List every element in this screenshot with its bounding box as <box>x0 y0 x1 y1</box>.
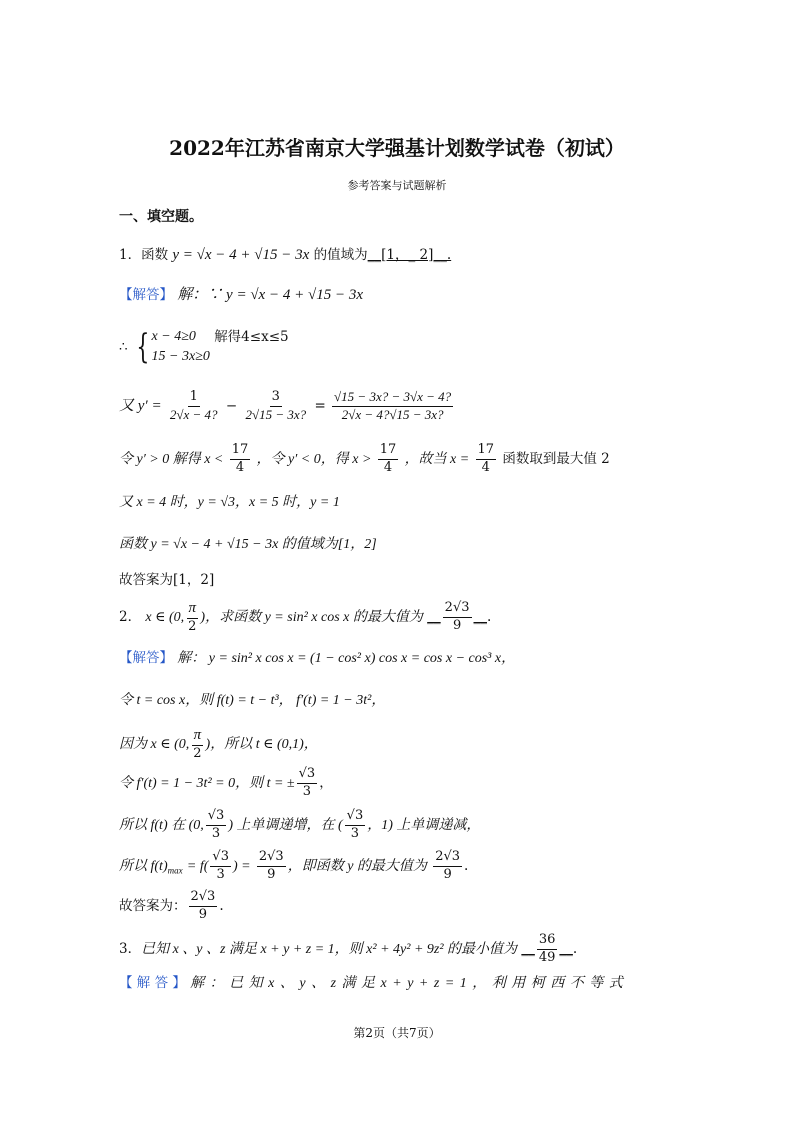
q3-answer: $\frac{36}{49}$ <box>538 932 556 965</box>
q2-line: 2． x ∈ (0, $\frac{\pi}{2}$ )，求函数 y = sin² x cos x 的最大值为 __ $\frac{2√3}{9}$ __. <box>119 600 492 635</box>
fraction: $\frac{1}{2√x - 4?}$ <box>169 389 218 422</box>
q2-answer: $\frac{2√3}{9}$ <box>444 600 470 634</box>
q3-solution-tag: 【 解 答 】 <box>119 975 186 991</box>
text: 令 y′ > 0 解得 x < <box>119 451 224 467</box>
q1-sol-line1 <box>119 287 363 304</box>
text: 解 ： 已 知 x 、 y 、 z 满 足 x + y + z = 1 ， 利 用 柯 西 不 等 式 <box>190 976 624 991</box>
fraction: $\frac{2√3}{9}$ <box>435 849 461 882</box>
q2-line6: 所以 $f(t)_{max} = f$( $\frac{√3}{3}$ ) = $\frac{2√3}{9}$ ，即函数 y 的最大值为 $\frac{2√3}{9}$ . <box>119 849 469 882</box>
q1-number: 1． <box>119 247 142 263</box>
q1-text-a: 函数 <box>141 247 169 263</box>
text: )，所以 t ∈ (0,1)， <box>205 737 318 753</box>
fraction: $\frac{17}{4}$ <box>477 442 495 475</box>
fraction: $\frac{17}{4}$ <box>379 442 397 475</box>
q1-monotonic-line <box>119 443 610 476</box>
system-row: 15 − 3x≥0 <box>151 349 210 365</box>
system-result: 解得4≤x≤5 <box>214 328 289 345</box>
q2-sol-line1 <box>119 651 515 666</box>
text: ) = <box>232 858 251 874</box>
q2-number: 2． <box>119 609 142 626</box>
fraction: $\frac{\pi}{2}$ <box>188 600 197 635</box>
text: ，令 y′ < 0，得 x > <box>256 451 372 467</box>
inequality-system <box>132 327 210 368</box>
q1-derivative-line: 又 y′ = $\frac{1}{2√x - 4?}$ − $\frac{3}{2√15 - 3x?}$ = $\frac{√15 - 3x? - 3√x - 4?}{2√x - 4?√15 - 3x?}$ <box>119 389 452 422</box>
text: 故答案为： <box>119 897 187 914</box>
q2-line3 <box>119 727 318 762</box>
fraction: $\frac{√3}{3}$ <box>298 766 316 799</box>
fraction: $\frac{2√3}{9}$ <box>258 849 284 882</box>
text: ，1) 上单调递减， <box>367 817 481 833</box>
text: 因为 x ∈ (0, <box>119 737 190 753</box>
q1-line6: 函数 y = √x − 4 + √15 − 3x 的值域为[1，2] <box>119 537 377 552</box>
page-title: 2022年江苏省南京大学强基计划数学试卷（初试） <box>169 136 625 160</box>
q1-answer-line: 故答案为[1，2] <box>119 572 215 588</box>
fraction: $\frac{3}{2√15 - 3x?}$ <box>245 389 307 422</box>
text: ，故当 x = <box>404 451 470 467</box>
q2-line5 <box>119 809 480 842</box>
q1-solution-tag: 【解答】 <box>119 287 173 303</box>
deriv-prefix: 又 y′ = <box>119 397 162 414</box>
q3-line: 3．已知 x 、y 、z 满足 x + y + z = 1，则 x² + 4y² + 9z² 的最小值为 __ $\frac{36}{49}$ __. <box>119 932 578 965</box>
fraction: $\frac{√3}{3}$ <box>346 808 364 841</box>
q1-sol-text: 解：∵ y = √x − 4 + √15 − 3x <box>177 287 363 303</box>
text: 函数取到最大值 2 <box>502 450 610 467</box>
q2-line4: 令 f′(t) = 1 − 3t² = 0，则 t = ± $\frac{√3}{3}$ ， <box>119 766 333 799</box>
q3-sol-line <box>119 976 624 991</box>
text: = f( <box>186 858 209 874</box>
page-subtitle: 参考答案与试题解析 <box>347 179 447 192</box>
text: 所以 f(t) 在 (0, <box>119 817 204 833</box>
q1-line <box>119 247 451 264</box>
q1-expr: y = √x − 4 + √15 − 3x <box>172 247 310 263</box>
text: 所以 f(t) <box>119 858 168 874</box>
q1-answer: __[1，_ 2]__. <box>367 247 452 263</box>
q2-answer-line: 故答案为： $\frac{2√3}{9}$ . <box>119 889 224 922</box>
section-heading: 一、填空题。 <box>119 209 203 225</box>
fraction: $\frac{\pi}{2}$ <box>193 727 202 762</box>
system-row: x − 4≥0 <box>151 329 196 344</box>
max-subscript: max <box>167 865 183 876</box>
text: 令 f′(t) = 1 − 3t² = 0，则 t = ± <box>119 775 295 791</box>
fraction: $\frac{2√3}{9}$ <box>190 889 216 922</box>
page-footer: 第2页（共7页） <box>353 1026 441 1040</box>
therefore-symbol: ∴ <box>119 338 128 355</box>
q1-text-b: 的值域为 <box>313 247 368 263</box>
left-brace: { <box>136 327 150 368</box>
q1-system <box>119 327 289 368</box>
text: x ∈ (0, <box>145 610 185 626</box>
fraction: $\frac{√3}{3}$ <box>212 849 229 882</box>
q2-line2: 令 t = cos x，则 f(t) = t − t³， f′(t) = 1 − 3t²， <box>119 693 386 708</box>
text: 已知 x 、y 、z 满足 x + y + z = 1，则 x² + 4y² + 9z² 的最小值为 <box>141 941 518 957</box>
q3-number: 3． <box>119 940 142 957</box>
text: )，求函数 y = sin² x cos x 的最大值为 <box>200 610 423 626</box>
fraction: $\frac{√15 - 3x? - 3√x - 4?}{2√x - 4?√15 - 3x?}$ <box>334 389 452 422</box>
text: ，即函数 y 的最大值为 <box>287 858 427 874</box>
fraction: $\frac{17}{4}$ <box>231 442 249 475</box>
text: 解： y = sin² x cos x = (1 − cos² x) cos x = cos x − cos³ x， <box>177 651 516 666</box>
q2-solution-tag: 【解答】 <box>119 650 173 666</box>
text: ) 上单调递增，在 ( <box>228 817 343 833</box>
q1-line5: 又 x = 4 时，y = √3，x = 5 时，y = 1 <box>119 495 340 510</box>
fraction: $\frac{√3}{3}$ <box>207 808 225 841</box>
